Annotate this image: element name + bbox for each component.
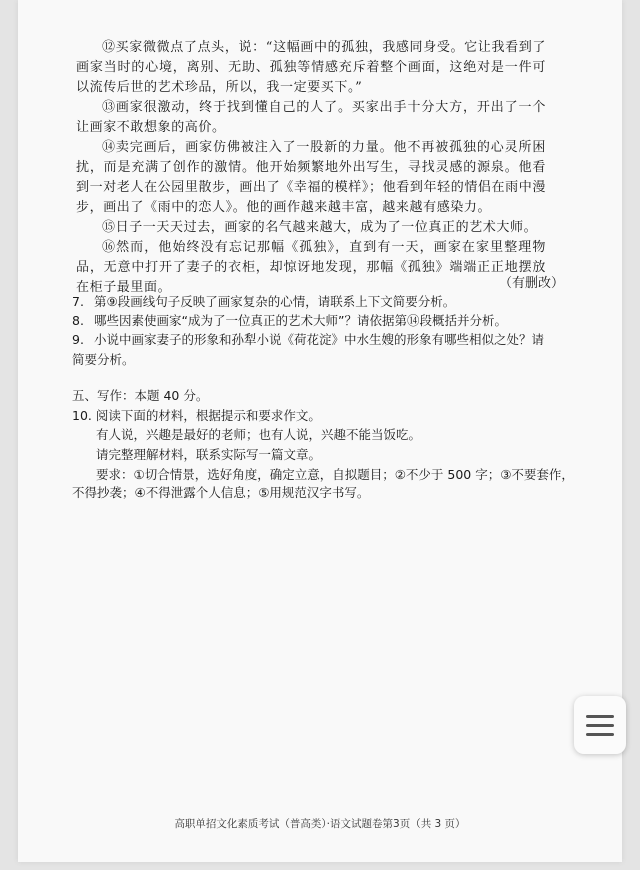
hamburger-menu-icon[interactable] xyxy=(574,696,626,754)
paragraph-16: ⑯然而，他始终没有忘记那幅《孤独》，直到有一天，画家在家里整理物品，无意中打开了妻子的衣柜，却惊讶地发现，那幅《孤独》端端正正地摆放在柜子最里面。 xyxy=(76,240,546,295)
question-7 xyxy=(72,292,552,312)
menu-bar xyxy=(586,715,614,718)
question-number: 9. xyxy=(72,332,84,347)
writing-material: 有人说，兴趣是最好的老师；也有人说，兴趣不能当饭吃。 xyxy=(96,427,422,442)
paragraph-13: ⑬画家很激动，终于找到懂自己的人了。买家出手十分大方，开出了一个让画家不敢想象的高价。 xyxy=(76,100,546,135)
section-title: 五、写作：本题 40 分。 xyxy=(72,388,209,403)
source-note: （有删改） xyxy=(498,276,564,291)
writing-requirements: 要求：①切合情景，选好角度，确定立意，自拟题目；②不少于 500 字；③不要套作， xyxy=(96,467,574,482)
question-number: 8. xyxy=(72,313,84,328)
question-number: 7. xyxy=(72,294,84,309)
question-text: 第⑨段画线句子反映了画家复杂的心情，请联系上下文简要分析。 xyxy=(94,294,456,309)
paragraph-12: ⑫买家微微点了点头，说：“这幅画中的孤独，我感同身受。它让我看到了画家当时的心境，离别、无助、孤独等情感充斥着整个画面，这绝对是一件可以流传后世的艺术珍品，所以，我一定要买下。” xyxy=(76,40,546,95)
menu-bar xyxy=(586,733,614,736)
paragraph-14: ⑭卖完画后，画家仿佛被注入了一股新的力量。他不再被孤独的心灵所困扰，而是充满了创作的激情。他开始频繁地外出写生，寻找灵感的源泉。他看到一对老人在公园里散步，画出了《幸福的模样》；他看到年轻的情侣在雨中漫步，画出了《雨中的恋人》。他的画作越来越丰富，越来越有感染力。 xyxy=(76,140,546,215)
question-8 xyxy=(72,311,552,331)
writing-requirements-cont: 不得抄袭；④不得泄露个人信息；⑤用规范汉字书写。 xyxy=(72,485,370,500)
question-9 xyxy=(72,330,552,370)
menu-bar xyxy=(586,724,614,727)
paragraph-15: ⑮日子一天天过去，画家的名气越来越大，成为了一位真正的艺术大师。 xyxy=(102,220,538,235)
question-text: 哪些因素使画家“成为了一位真正的艺术大师”？请依据第⑭段概括并分析。 xyxy=(94,313,507,328)
writing-prompt: 请完整理解材料，联系实际写一篇文章。 xyxy=(96,447,322,462)
page-footer: 高职单招文化素质考试（普高类）·语文试题卷第3页（共 3 页） xyxy=(174,818,466,830)
question-text: 小说中画家妻子的形象和孙犁小说《荷花淀》中水生嫂的形象有哪些相似之处？请简要分析。 xyxy=(72,332,545,367)
question-10: 10. 阅读下面的材料，根据提示和要求作文。 xyxy=(72,408,321,423)
